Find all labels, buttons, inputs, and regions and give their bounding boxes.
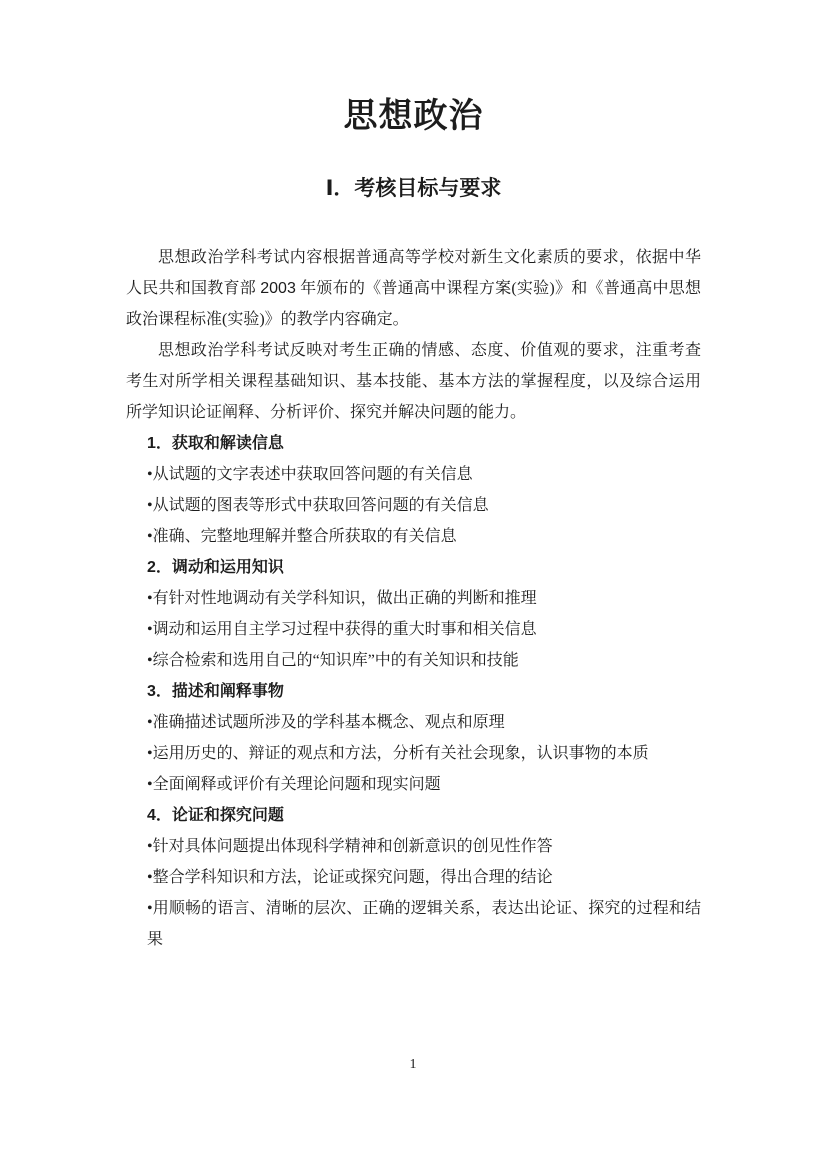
page-number: 1 (409, 1057, 417, 1072)
intro-paragraph-2: 思想政治学科考试反映对考生正确的情感、态度、价值观的要求，注重考查考生对所学相关课程基础知识、基本技能、基本方法的掌握程度，以及综合运用所学知识论证阐释、分析评价、探究并解决问题的能力。 (126, 342, 701, 421)
objective-group-3 (126, 676, 701, 800)
bullet-item: •准确、完整地理解并整合所获取的有关信息 (147, 528, 457, 545)
objective-group-2 (126, 552, 701, 676)
objective-heading-4: 4．论证和探究问题 (147, 807, 284, 824)
bullet-item: •整合学科知识和方法，论证或探究问题，得出合理的结论 (147, 869, 553, 886)
intro-paragraph-1: 思想政治学科考试内容根据普通高等学校对新生文化素质的要求，依据中华人民共和国教育部 2003 年颁布的《普通高中课程方案(实验)》和《普通高中思想政治课程标准(实验)》的教学内容确定。 (126, 249, 701, 328)
document-body (126, 242, 701, 955)
bullet-item: •用顺畅的语言、清晰的层次、正确的逻辑关系，表达出论证、探究的过程和结果 (147, 900, 701, 948)
section-heading: Ⅰ．考核目标与要求 (325, 177, 502, 200)
objective-heading-2: 2．调动和运用知识 (147, 559, 284, 576)
objective-heading-1: 1．获取和解读信息 (147, 435, 284, 452)
document-title: 思想政治 (343, 98, 484, 135)
bullet-item: •准确描述试题所涉及的学科基本概念、观点和原理 (147, 714, 505, 731)
objective-heading-3: 3．描述和阐释事物 (147, 683, 284, 700)
bullet-item: •从试题的文字表述中获取回答问题的有关信息 (147, 466, 473, 483)
bullet-item: •综合检索和选用自己的“知识库”中的有关知识和技能 (147, 652, 519, 669)
bullet-item: •全面阐释或评价有关理论问题和现实问题 (147, 776, 441, 793)
bullet-item: •针对具体问题提出体现科学精神和创新意识的创见性作答 (147, 838, 553, 855)
bullet-item: •有针对性地调动有关学科知识，做出正确的判断和推理 (147, 590, 537, 607)
bullet-item: •运用历史的、辩证的观点和方法，分析有关社会现象，认识事物的本质 (147, 745, 649, 762)
bullet-item: •调动和运用自主学习过程中获得的重大时事和相关信息 (147, 621, 537, 638)
objective-group-4 (126, 800, 701, 955)
bullet-item: •从试题的图表等形式中获取回答问题的有关信息 (147, 497, 489, 514)
objective-group-1 (126, 428, 701, 552)
